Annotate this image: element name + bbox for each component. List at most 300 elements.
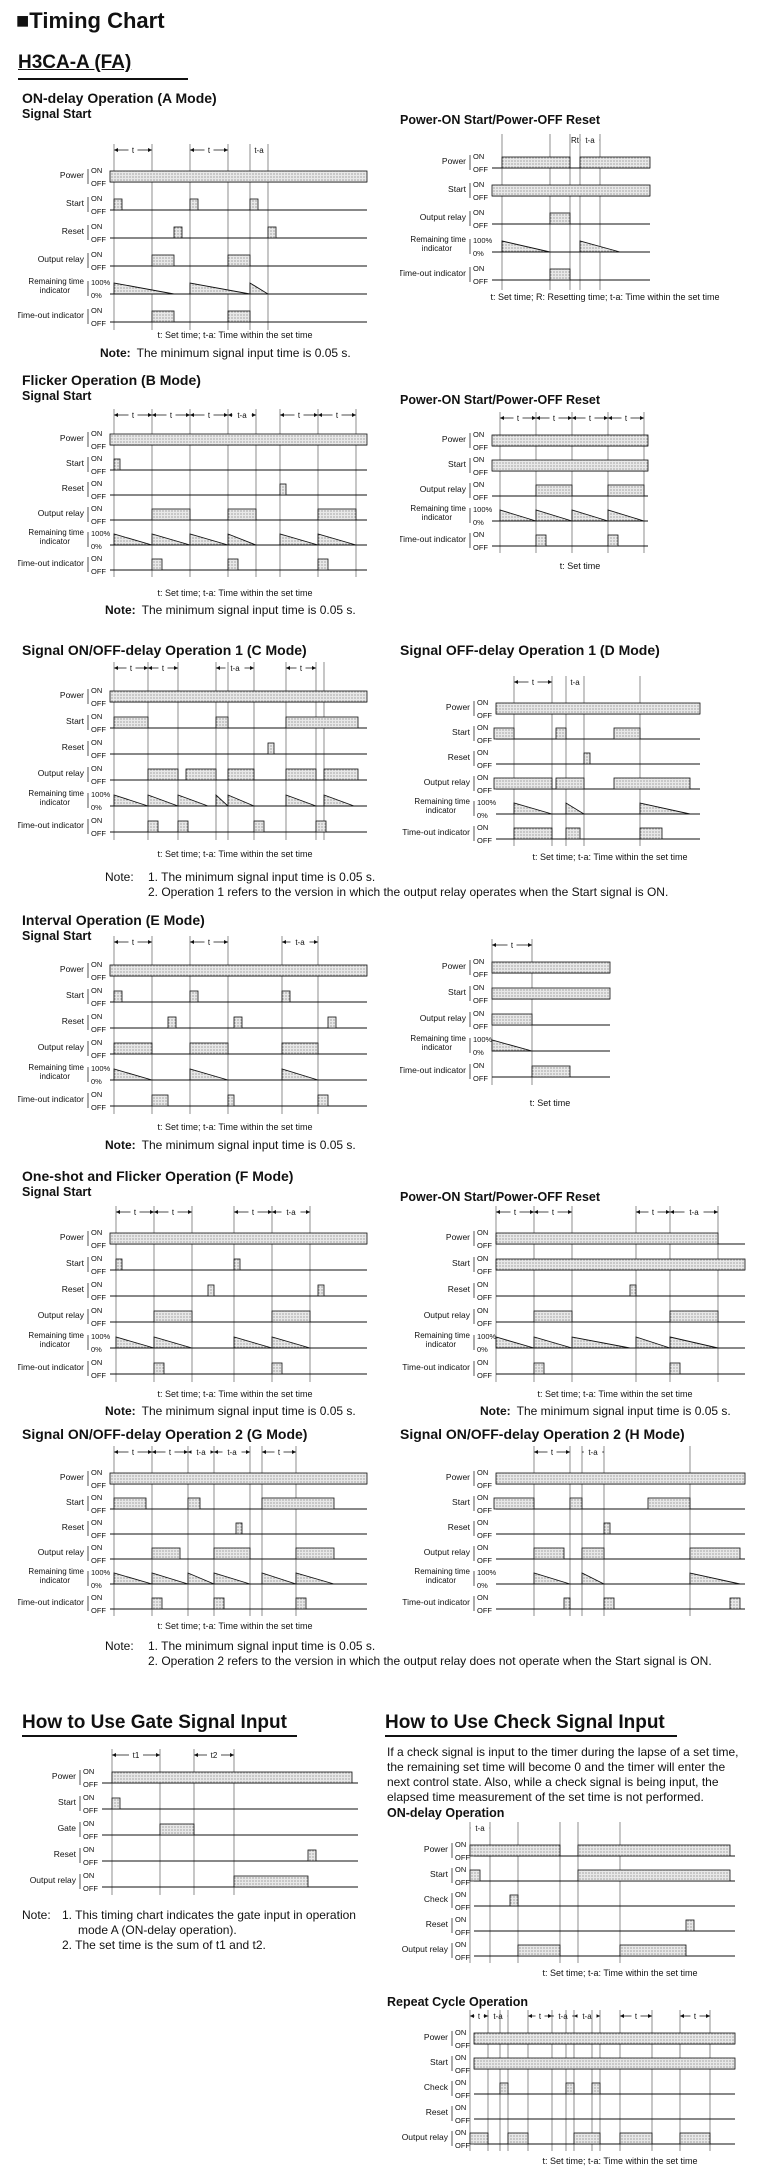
signal-label-timeout: Time-out indicator (18, 820, 84, 830)
remaining-time-ramp (152, 1573, 188, 1584)
level-off-label: OFF (91, 235, 106, 244)
signal-on-block (536, 485, 572, 496)
signal-on-block (510, 1895, 518, 1906)
signal-on-block (534, 1363, 544, 1374)
signal-label-remaining: Remaining time (414, 1567, 470, 1576)
signal-on-block (630, 1285, 636, 1296)
timing-svg (400, 935, 620, 1095)
signal-on-block (578, 1870, 730, 1881)
signal-on-block (492, 988, 610, 999)
signal-label-output_relay: Output relay (419, 212, 466, 222)
signal-on-block (690, 1548, 740, 1559)
level-on-label: 100% (91, 790, 111, 799)
level-on-label: ON (473, 430, 485, 439)
signal-on-block (470, 1870, 480, 1881)
signal-on-block (208, 1285, 214, 1296)
signal-label-reset: Reset (447, 1284, 470, 1294)
remaining-time-ramp (214, 1573, 250, 1584)
signal-on-block (234, 1876, 308, 1887)
signal-label-start: Start (66, 458, 84, 468)
signal-on-block (110, 171, 367, 182)
d-mode-caption: t: Set time; t-a: Time within the set time (532, 852, 688, 862)
remaining-time-ramp (282, 1069, 318, 1080)
signal-on-block (316, 821, 326, 832)
level-on-label: ON (477, 1493, 489, 1502)
a-mode-power-on-caption: t: Set time; R: Resetting time; t-a: Time within the set time (490, 292, 720, 302)
f-mode-note (105, 1404, 356, 1419)
signal-label-power: Power (445, 702, 470, 712)
level-off-label: 0% (473, 1048, 484, 1057)
remaining-time-ramp (534, 1337, 572, 1348)
timing-svg (18, 1202, 373, 1387)
dimension-label: t (634, 2012, 638, 2021)
level-off-label: OFF (91, 777, 106, 786)
level-off-label: OFF (455, 2066, 470, 2075)
level-on-label: ON (83, 1793, 95, 1802)
a-mode-note (100, 346, 351, 361)
signal-on-block (188, 1498, 200, 1509)
signal-on-block (228, 559, 238, 570)
signal-label-power: Power (423, 1844, 448, 1854)
signal-label-remaining: indicator (39, 1576, 70, 1585)
signal-label-output_relay: Output relay (29, 1875, 76, 1885)
signal-on-block (296, 1548, 334, 1559)
signal-on-block (592, 2083, 600, 2094)
signal-on-block (110, 965, 367, 976)
dimension-label: t-a (196, 1448, 206, 1457)
remaining-time-ramp (324, 795, 354, 806)
signal-label-start: Start (452, 1258, 470, 1268)
level-on-label: ON (91, 986, 103, 995)
b-mode-note (105, 603, 356, 618)
remaining-time-ramp (154, 1337, 192, 1348)
dimension-label: t (651, 1208, 655, 1217)
level-on-label: ON (91, 1228, 103, 1237)
check-paragraph-line: If a check signal is input to the timer during the lapse of a set time, (387, 1745, 739, 1759)
dimension-label: t (297, 411, 301, 420)
level-off-label: OFF (83, 1884, 98, 1893)
remaining-time-ramp (514, 803, 552, 814)
signal-on-block (494, 778, 552, 789)
level-off-label: OFF (477, 1556, 492, 1565)
signal-on-block (152, 559, 162, 570)
signal-on-block (670, 1363, 680, 1374)
level-off-label: OFF (91, 1025, 106, 1034)
signal-on-block (620, 1945, 686, 1956)
signal-on-block (148, 769, 178, 780)
g-mode-note-label: Note: (105, 1639, 134, 1653)
signal-on-block (282, 991, 290, 1002)
signal-on-block (112, 1798, 120, 1809)
dimension-label: t-a (295, 938, 305, 947)
signal-label-output_relay: Output relay (423, 777, 470, 787)
level-off-label: OFF (91, 319, 106, 328)
b-mode-title: Flicker Operation (B Mode) (22, 372, 201, 388)
signal-on-block (296, 1598, 306, 1609)
signal-on-block (186, 769, 216, 780)
check-signal-title-underline (385, 1735, 677, 1737)
level-on-label: ON (91, 1518, 103, 1527)
dimension-label: t (251, 1208, 255, 1217)
signal-on-block (584, 753, 590, 764)
signal-on-block (574, 2133, 600, 2144)
signal-on-block (318, 1095, 328, 1106)
level-on-label: ON (83, 1819, 95, 1828)
e-mode-power-on-caption: t: Set time (529, 1098, 571, 1108)
level-on-label: ON (91, 712, 103, 721)
signal-label-start: Start (448, 987, 466, 997)
signal-on-block (648, 1498, 690, 1509)
signal-label-output_relay: Output relay (37, 508, 84, 518)
level-on-label: ON (477, 823, 489, 832)
level-off-label: OFF (91, 1293, 106, 1302)
signal-on-block (214, 1598, 224, 1609)
level-off-label: OFF (91, 263, 106, 272)
level-on-label: ON (455, 2078, 467, 2087)
signal-on-block (228, 311, 250, 322)
signal-on-block (152, 311, 174, 322)
level-on-label: 100% (473, 236, 493, 245)
dimension-label: t (131, 1448, 135, 1457)
signal-on-block (190, 199, 198, 210)
signal-on-block (272, 1311, 310, 1322)
signal-label-check: Check (423, 1894, 448, 1904)
level-off-label: OFF (91, 467, 106, 476)
c-mode-caption: t: Set time; t-a: Time within the set time (157, 849, 313, 859)
level-on-label: ON (91, 429, 103, 438)
signal-label-reset: Reset (61, 1522, 84, 1532)
timing-svg (400, 672, 750, 852)
level-on-label: ON (91, 166, 103, 175)
signal-label-timeout: Time-out indicator (402, 1597, 470, 1607)
signal-on-block (110, 691, 367, 702)
level-on-label: ON (91, 1593, 103, 1602)
dimension-label: t-a (493, 2012, 503, 2021)
level-off-label: OFF (91, 1319, 106, 1328)
signal-on-block (112, 1772, 352, 1783)
e-mode-caption: t: Set time; t-a: Time within the set time (157, 1122, 313, 1132)
level-on-label: ON (455, 1915, 467, 1924)
level-on-label: ON (473, 152, 485, 161)
timing-svg (18, 1442, 373, 1620)
level-off-label: OFF (455, 1928, 470, 1937)
level-on-label: ON (455, 1840, 467, 1849)
level-on-label: 100% (477, 1568, 497, 1577)
timing-svg (18, 405, 373, 587)
b-mode-signal-start-chart (18, 405, 373, 587)
remaining-time-ramp (114, 534, 152, 545)
signal-on-block (110, 434, 367, 445)
remaining-time-ramp (636, 1337, 670, 1348)
signal-label-remaining: Remaining time (28, 528, 84, 537)
signal-label-timeout: Time-out indicator (18, 1597, 84, 1607)
signal-label-power: Power (59, 170, 84, 180)
signal-label-remaining: Remaining time (410, 235, 466, 244)
signal-label-timeout: Time-out indicator (402, 827, 470, 837)
gate-note-1b: mode A (ON-delay operation). (78, 1923, 237, 1937)
level-on-label: 100% (473, 505, 493, 514)
level-on-label: ON (477, 1593, 489, 1602)
remaining-time-ramp (190, 534, 228, 545)
gate-note-1a: 1. This timing chart indicates the gate input in operation (62, 1908, 356, 1922)
gate-signal-title: How to Use Gate Signal Input (22, 1712, 287, 1733)
signal-label-timeout: Time-out indicator (18, 1094, 84, 1104)
signal-on-block (114, 991, 122, 1002)
signal-on-block (152, 1548, 180, 1559)
level-off-label: OFF (477, 1371, 492, 1380)
g-mode-note-1: 1. The minimum signal input time is 0.05 s. (148, 1639, 376, 1653)
signal-on-block (268, 743, 274, 754)
signal-on-block (492, 460, 648, 471)
signal-label-timeout: Time-out indicator (400, 268, 466, 278)
level-on-label: ON (473, 1061, 485, 1070)
b-mode-signal-start-title: Signal Start (22, 389, 92, 403)
level-on-label: 100% (91, 1064, 111, 1073)
signal-on-block (686, 1920, 694, 1931)
signal-on-block (228, 509, 256, 520)
level-off-label: 0% (473, 518, 484, 527)
signal-on-block (110, 1233, 367, 1244)
signal-label-timeout: Time-out indicator (18, 1362, 84, 1372)
level-off-label: 0% (91, 1345, 102, 1354)
c-mode-note-label: Note: (105, 870, 134, 884)
level-on-label: 100% (91, 1332, 111, 1341)
level-off-label: OFF (455, 1953, 470, 1962)
timing-svg (400, 1202, 750, 1387)
signal-label-output_relay: Output relay (401, 2132, 448, 2142)
level-on-label: ON (473, 180, 485, 189)
remaining-time-ramp (190, 283, 250, 294)
signal-on-block (318, 1285, 324, 1296)
level-off-label: OFF (455, 1903, 470, 1912)
a-mode-signal-start-chart (18, 140, 373, 330)
dimension-label: t-a (588, 1448, 598, 1457)
level-off-label: OFF (91, 1506, 106, 1515)
level-off-label: OFF (91, 567, 106, 576)
signal-label-start: Start (66, 990, 84, 1000)
level-on-label: ON (91, 1280, 103, 1289)
signal-label-output_relay: Output relay (37, 768, 84, 778)
level-on-label: 100% (477, 1332, 497, 1341)
level-off-label: OFF (91, 1531, 106, 1540)
dimension-label: t-a (558, 2012, 568, 2021)
signal-on-block (492, 1014, 532, 1025)
signal-label-remaining: indicator (39, 798, 70, 807)
c-mode-title: Signal ON/OFF-delay Operation 1 (C Mode) (22, 642, 307, 658)
f-mode-caption: t: Set time; t-a: Time within the set time (157, 1389, 313, 1399)
remaining-time-ramp (286, 795, 316, 806)
signal-label-reset: Reset (425, 1919, 448, 1929)
level-off-label: OFF (477, 711, 492, 720)
level-on-label: ON (91, 222, 103, 231)
signal-label-remaining: indicator (421, 1043, 452, 1052)
signal-on-block (268, 227, 276, 238)
level-on-label: ON (473, 455, 485, 464)
level-off-label: OFF (91, 442, 106, 451)
signal-on-block (670, 1311, 718, 1322)
remaining-time-ramp (690, 1573, 740, 1584)
signal-on-block (114, 717, 148, 728)
signal-on-block (496, 1259, 745, 1270)
dimension-label: t-a (582, 2012, 592, 2021)
signal-label-remaining: Remaining time (28, 789, 84, 798)
signal-on-block (564, 1598, 570, 1609)
note-label: Note: (105, 1138, 136, 1152)
level-off-label: OFF (91, 207, 106, 216)
dimension-label: t (207, 411, 211, 420)
level-off-label: OFF (477, 761, 492, 770)
signal-label-timeout: Time-out indicator (18, 558, 84, 568)
signal-label-remaining: indicator (425, 1340, 456, 1349)
signal-on-block (578, 1845, 730, 1856)
gate-note-label: Note: (22, 1908, 51, 1922)
signal-on-block (474, 2058, 735, 2069)
remaining-time-ramp (116, 1337, 154, 1348)
note-text: The minimum signal input time is 0.05 s. (136, 346, 351, 360)
signal-label-power: Power (445, 1472, 470, 1482)
level-off-label: OFF (477, 1531, 492, 1540)
dimension-label: t1 (132, 1751, 140, 1760)
signal-on-block (178, 821, 188, 832)
level-on-label: ON (91, 306, 103, 315)
signal-on-block (282, 1043, 318, 1054)
signal-on-block (502, 157, 570, 168)
dimension-label: t (131, 146, 135, 155)
level-on-label: ON (91, 479, 103, 488)
signal-label-start: Start (452, 1497, 470, 1507)
level-on-label: ON (477, 1306, 489, 1315)
signal-on-block (608, 485, 644, 496)
remaining-time-ramp (534, 1573, 570, 1584)
a-mode-power-on-title: Power-ON Start/Power-OFF Reset (400, 113, 601, 127)
signal-label-remaining: indicator (39, 286, 70, 295)
signal-on-block (614, 778, 690, 789)
level-on-label: ON (91, 1543, 103, 1552)
signal-on-block (190, 1043, 228, 1054)
level-off-label: OFF (473, 970, 488, 979)
signal-on-block (152, 509, 190, 520)
level-on-label: ON (91, 686, 103, 695)
dimension-label: t-a (475, 1824, 485, 1833)
signal-on-block (228, 255, 250, 266)
level-on-label: ON (455, 1940, 467, 1949)
a-mode-power-on-chart (400, 130, 745, 290)
dimension-label: t (552, 414, 556, 423)
signal-on-block (534, 1311, 572, 1322)
dimension-label: t (168, 1448, 172, 1457)
dimension-label: t (161, 664, 165, 673)
signal-on-block (496, 703, 700, 714)
f-mode-signal-start-chart (18, 1202, 373, 1387)
remaining-time-ramp (572, 510, 608, 521)
level-on-label: 100% (473, 1035, 493, 1044)
level-on-label: ON (91, 764, 103, 773)
a-mode-title: ON-delay Operation (A Mode) (22, 90, 217, 106)
level-on-label: ON (91, 1493, 103, 1502)
signal-label-reset: Reset (61, 1284, 84, 1294)
level-on-label: 100% (91, 1568, 111, 1577)
signal-on-block (114, 459, 120, 470)
b-mode-power-on-caption: t: Set time (559, 561, 601, 571)
dimension-label: t-a (254, 146, 264, 155)
level-off-label: OFF (473, 996, 488, 1005)
h-mode-title: Signal ON/OFF-delay Operation 2 (H Mode) (400, 1426, 685, 1442)
timing-svg (390, 1818, 740, 1968)
signal-label-power: Power (441, 434, 466, 444)
level-off-label: OFF (473, 468, 488, 477)
f-mode-signal-start-title: Signal Start (22, 1185, 92, 1199)
level-off-label: OFF (91, 1606, 106, 1615)
signal-on-block (494, 1498, 534, 1509)
signal-on-block (492, 435, 648, 446)
level-on-label: ON (91, 1254, 103, 1263)
repeat-cycle-caption: t: Set time; t-a: Time within the set time (542, 2156, 698, 2166)
signal-label-output_relay: Output relay (419, 484, 466, 494)
signal-on-block (228, 769, 254, 780)
level-off-label: OFF (477, 1319, 492, 1328)
timing-svg (400, 130, 745, 290)
signal-on-block (228, 1095, 234, 1106)
dimension-label: t (335, 411, 339, 420)
signal-on-block (234, 1017, 242, 1028)
e-mode-title: Interval Operation (E Mode) (22, 912, 205, 928)
dimension-label: t (133, 1208, 137, 1217)
e-mode-signal-start-title: Signal Start (22, 929, 92, 943)
level-off-label: OFF (83, 1806, 98, 1815)
signal-label-reset: Reset (425, 2107, 448, 2117)
signal-on-block (470, 1845, 560, 1856)
signal-on-block (550, 269, 570, 280)
signal-label-power: Power (445, 1232, 470, 1242)
signal-on-block (114, 199, 122, 210)
check-paragraph-line: next control state. Also, while a check signal is being input, the (387, 1775, 719, 1789)
remaining-time-ramp (572, 1337, 630, 1348)
signal-label-output_relay: Output relay (401, 1944, 448, 1954)
signal-on-block (152, 1095, 168, 1106)
remaining-time-ramp (500, 510, 536, 521)
signal-label-remaining: indicator (421, 244, 452, 253)
note-label: Note: (105, 603, 136, 617)
level-off-label: 0% (477, 811, 488, 820)
remaining-time-ramp (496, 1337, 534, 1348)
remaining-time-ramp (114, 1573, 152, 1584)
signal-on-block (536, 535, 546, 546)
signal-label-timeout: Time-out indicator (18, 310, 84, 320)
level-on-label: ON (83, 1845, 95, 1854)
level-off-label: OFF (477, 836, 492, 845)
signal-label-start: Start (66, 1497, 84, 1507)
dimension-label: t (169, 411, 173, 420)
signal-on-block (580, 157, 650, 168)
signal-on-block (272, 1363, 282, 1374)
level-off-label: OFF (473, 221, 488, 230)
level-on-label: ON (477, 1543, 489, 1552)
remaining-time-ramp (114, 283, 174, 294)
signal-on-block (280, 484, 286, 495)
level-off-label: OFF (477, 1267, 492, 1276)
signal-on-block (250, 199, 258, 210)
level-off-label: OFF (455, 1853, 470, 1862)
timing-svg (18, 932, 373, 1120)
level-on-label: ON (91, 1358, 103, 1367)
a-mode-caption: t: Set time; t-a: Time within the set time (157, 330, 313, 340)
level-on-label: ON (91, 738, 103, 747)
signal-on-block (318, 509, 356, 520)
signal-on-block (114, 1043, 152, 1054)
level-on-label: ON (91, 194, 103, 203)
note-label: Note: (100, 346, 131, 360)
e-mode-signal-start-chart (18, 932, 373, 1120)
